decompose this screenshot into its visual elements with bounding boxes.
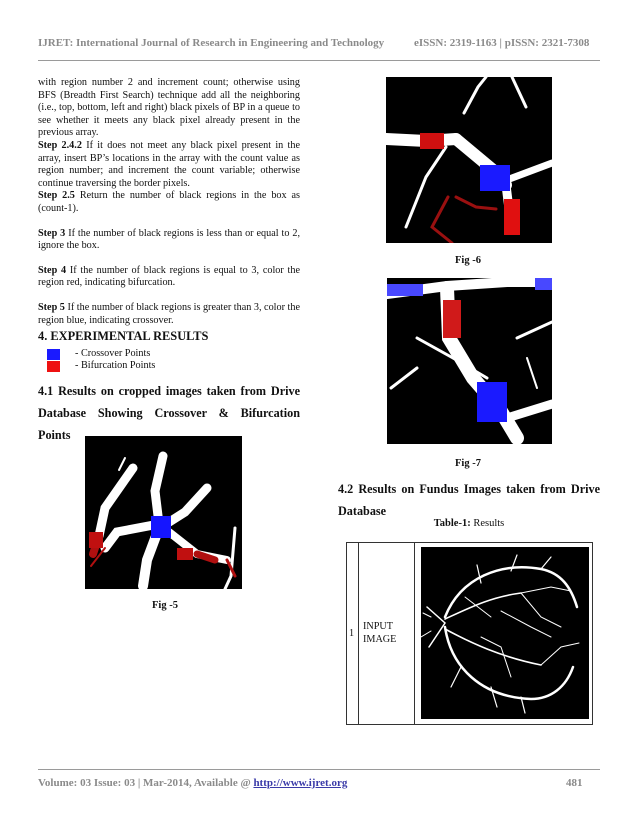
step-3 (38, 228, 300, 253)
left-column (38, 77, 300, 327)
row-label-line: INPUT (363, 621, 393, 632)
fig-5-image (85, 436, 242, 589)
fig-5-bifurcation-marker (177, 548, 193, 560)
fig-6-vessels (386, 77, 552, 243)
fig-5-caption: Fig -5 (152, 600, 178, 611)
fig-5-crossover-marker (151, 516, 171, 538)
step-label: Step 5 (38, 301, 65, 313)
journal-link[interactable]: http://www.ijret.org (253, 777, 348, 789)
bifurcation-swatch (47, 361, 60, 372)
header-divider (38, 60, 600, 61)
fig-6-caption: Fig -6 (455, 255, 481, 266)
table-1-caption (338, 518, 600, 529)
table-row-number: 1 (349, 628, 355, 639)
fig-6-crossover-marker (480, 165, 510, 191)
fig-7-caption: Fig -7 (455, 458, 481, 469)
fig-6-bifurcation-marker (420, 133, 444, 149)
footer-volume (38, 777, 347, 789)
fig-5-bifurcation-marker (89, 532, 103, 548)
step-2-4-2 (38, 140, 300, 190)
fig-6-bifurcation-marker (504, 199, 520, 235)
fundus-input-image (421, 547, 589, 719)
footer-divider (38, 769, 600, 770)
step-4 (38, 265, 300, 290)
issn-text: eISSN: 2319-1163 | pISSN: 2321-7308 (414, 37, 590, 49)
step-label: Step 3 (38, 227, 66, 239)
fig-7-vessels (387, 278, 552, 444)
section-4-heading: 4. EXPERIMENTAL RESULTS (38, 329, 209, 343)
section-4-1-heading: 4.1 Results on cropped images taken from Drive Database Showing Crossover & Bifurcation Points (38, 384, 300, 442)
footer-prefix: Volume: 03 Issue: 03 | Mar-2014, Available @ (38, 777, 254, 789)
step-label: Step 2.4.2 (38, 139, 82, 151)
fig-7-bifurcation-marker (443, 300, 461, 338)
step-5 (38, 302, 300, 327)
fig-7-crossover-marker (535, 278, 552, 290)
page-number: 481 (566, 777, 583, 789)
step-text: If the number of black regions is equal to 3, color the region red, indicating bifurcation. (38, 264, 300, 289)
table-caption-text: Results (470, 518, 505, 529)
step-text: If it does not meet any black pixel present in the array, insert BP’s locations in the array with the count value as region number; and increment the count variable; otherwise continue traversing the border pixels. (38, 139, 300, 189)
table-divider (414, 542, 415, 724)
step-text: Return the number of black regions in the box as (count-1). (38, 190, 301, 214)
paragraph-bfs: with region number 2 and increment count; otherwise using BFS (Breadth First Search) technique add all the neighboring (i.e., top, bottom, left and right) black pixels of BP in a queue to see whether it meets any black pixel already present in the previous array. (38, 77, 300, 139)
step-text: If the number of black regions is greater than 3, color the region blue, indicating crossover. (38, 301, 300, 326)
fig-7-image (387, 278, 552, 444)
step-label: Step 2.5 (38, 190, 75, 202)
crossover-legend-label: - Crossover Points (75, 348, 151, 359)
step-label: Step 4 (38, 264, 67, 276)
section-4-2-heading: 4.2 Results on Fundus Images taken from Drive Database (338, 482, 600, 518)
journal-title: IJRET: International Journal of Research in Engineering and Technology (38, 37, 385, 49)
bifurcation-legend-label: - Bifurcation Points (75, 360, 156, 371)
fig-7-crossover-marker (477, 382, 507, 422)
crossover-swatch (47, 349, 60, 360)
table-row-label (363, 621, 396, 646)
table-divider (358, 542, 359, 724)
step-text: If the number of black regions is less than or equal to 2, ignore the box. (38, 227, 300, 252)
step-2-5 (38, 190, 300, 215)
fig-6-image (386, 77, 552, 243)
fundus-vessel-tree (421, 547, 589, 719)
row-label-line: IMAGE (363, 633, 397, 645)
fig-5-vessels (85, 436, 242, 589)
table-caption-label: Table-1: (433, 518, 471, 529)
fig-7-crossover-marker (387, 284, 423, 296)
